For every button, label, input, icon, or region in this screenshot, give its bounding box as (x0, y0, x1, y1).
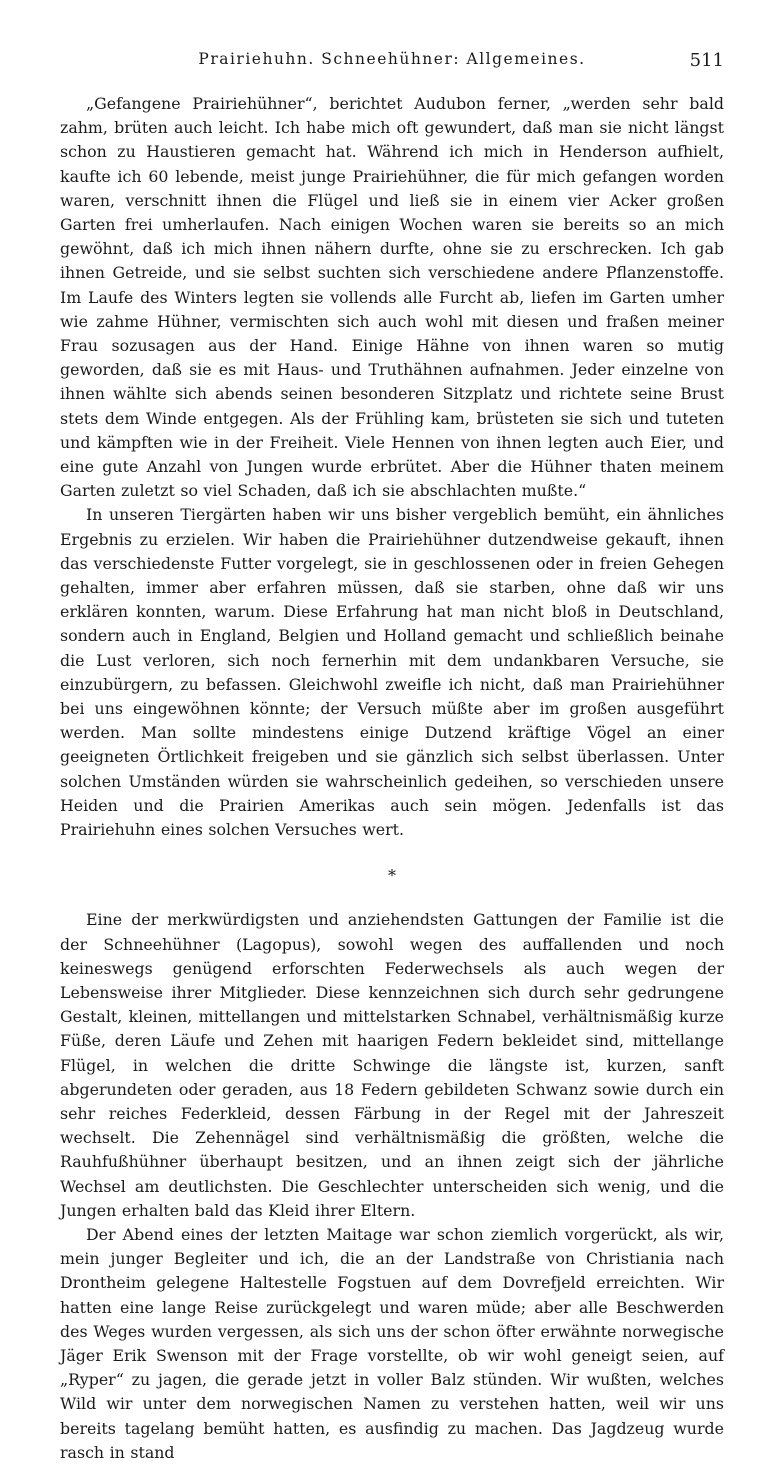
paragraph-lagopus-description: Eine der merkwürdigsten und anziehendsten Gattungen der Familie ist die der Schneehühner (Lagopus), sowohl wegen des auffallenden und noch keineswegs genügend erforschten Federwechsels als auch wegen der Lebensweise ihrer Mitglieder. Diese kennzeichnen sich durch sehr gedrungene Gestalt, kleinen, mittellangen und mittelstarken Schnabel, verhältnismäßig kurze Füße, deren Läufe und Zehen mit haarigen Federn bekleidet sind, mittellange Flügel, in welchen die dritte Schwinge die längste ist, kurzen, sanft abgerundeten oder geraden, aus 18 Federn gebildeten Schwanz sowie durch ein sehr reiches Federkleid, dessen Färbung in der Regel mit der Jahreszeit wechselt. Die Zehennägel sind verhältnismäßig die größten, welche die Rauhfußhühner überhaupt besitzen, und an ihnen zeigt sich der jährliche Wechsel am deutlichsten. Die Geschlechter unterscheiden sich wenig, und die Jungen erhalten bald das Kleid ihrer Eltern. (60, 910, 724, 1220)
running-title: Prairiehuhn. Schneehühner: Allgemeines. (198, 50, 586, 68)
paragraph-audubon-quote: „Gefangene Prairiehühner“, berichtet Audubon ferner, „werden sehr bald zahm, brüten auch leicht. Ich habe mich oft gewundert, daß man sie nicht längst schon zu Haustieren gemacht hat. Während ich mich in Henderson aufhielt, kaufte ich 60 lebende, meist junge Prairiehühner, die für mich gefangen worden waren, verschnitt ihnen die Flügel und ließ sie in einem vier Acker großen Garten frei umherlaufen. Nach einigen Wochen waren sie bereits so an mich gewöhnt, daß ich mich ihnen nähern durfte, ohne sie zu erschrecken. Ich gab ihnen Getreide, und sie selbst suchten sich verschiedene andere Pflanzenstoffe. Im Laufe des Winters legten sie vollends alle Furcht ab, liefen im Garten umher wie zahme Hühner, vermischten sich auch wohl mit diesen und fraßen meiner Frau sozusagen aus der Hand. Einige Hähne von ihnen waren so mutig geworden, daß sie es mit Haus- und Truthähnen aufnahmen. Jeder einzelne von ihnen wählte sich abends seinen besonderen Sitzplatz und richtete seine Brust stets dem Winde entgegen. Als der Frühling kam, brüsteten sie sich und tuteten und kämpften wie in der Freiheit. Viele Hennen von ihnen legten auch Eier, und eine gute Anzahl von Jungen wurde erbrütet. Aber die Hühner thaten meinem Garten zuletzt so viel Schaden, daß ich sie abschlachten mußte.“ (60, 94, 724, 501)
paragraph-dovrefjeld-narrative: Der Abend eines der letzten Maitage war schon ziemlich vorgerückt, als wir, mein junger Begleiter und ich, die an der Landstraße von Christiania nach Drontheim gelegene Haltestelle Fogstuen auf dem Dovrefjeld erreichten. Wir hatten eine lange Reise zurückgelegt und waren müde; aber alle Beschwerden des Weges wurden vergessen, als sich uns der schon öfter erwähnte norwegische Jäger Erik Swenson mit der Frage vorstellte, ob wir wohl geneigt seien, auf „Ryper“ zu jagen, die gerade jetzt in voller Balz stünden. Wir wußten, welches Wild wir unter dem norwegischen Namen zu verstehen hatten, weil wir uns bereits tagelang bemüht hatten, es ausfindig zu machen. Das Jagdzeug wurde rasch in stand (60, 1224, 724, 1462)
body-text (60, 92, 724, 1465)
section-separator: * (388, 866, 396, 886)
page-number: 511 (689, 50, 724, 71)
paragraph-zoo-attempts: In unseren Tiergärten haben wir uns bisher vergeblich bemüht, ein ähnliches Ergebnis zu erzielen. Wir haben die Prairiehühner dutzendweise gekauft, ihnen das verschiedenste Futter vorgelegt, sie in geschlossenen oder in freien Gehegen gehalten, immer aber erfahren müssen, daß sie starben, ohne daß wir uns erklären konnten, warum. Diese Erfahrung hat man nicht bloß in Deutschland, sondern auch in England, Belgien und Holland gemacht und schließlich beinahe die Lust verloren, sich noch fernerhin mit dem undankbaren Versuche, sie einzubürgern, zu befassen. Gleichwohl zweifle ich nicht, daß man Prairiehühner bei uns eingewöhnen könnte; der Versuch müßte aber im großen ausgeführt werden. Man sollte mindestens einige Dutzend kräftige Vögel an einer geeigneten Örtlichkeit freigeben und sie gänzlich sich selbst überlassen. Unter solchen Umständen würden sie wahrscheinlich gedeihen, so verschieden unsere Heiden und die Prairien Amerikas auch sein mögen. Jedenfalls ist das Prairiehuhn eines solchen Versuches wert. (60, 505, 724, 840)
running-header (60, 50, 724, 74)
